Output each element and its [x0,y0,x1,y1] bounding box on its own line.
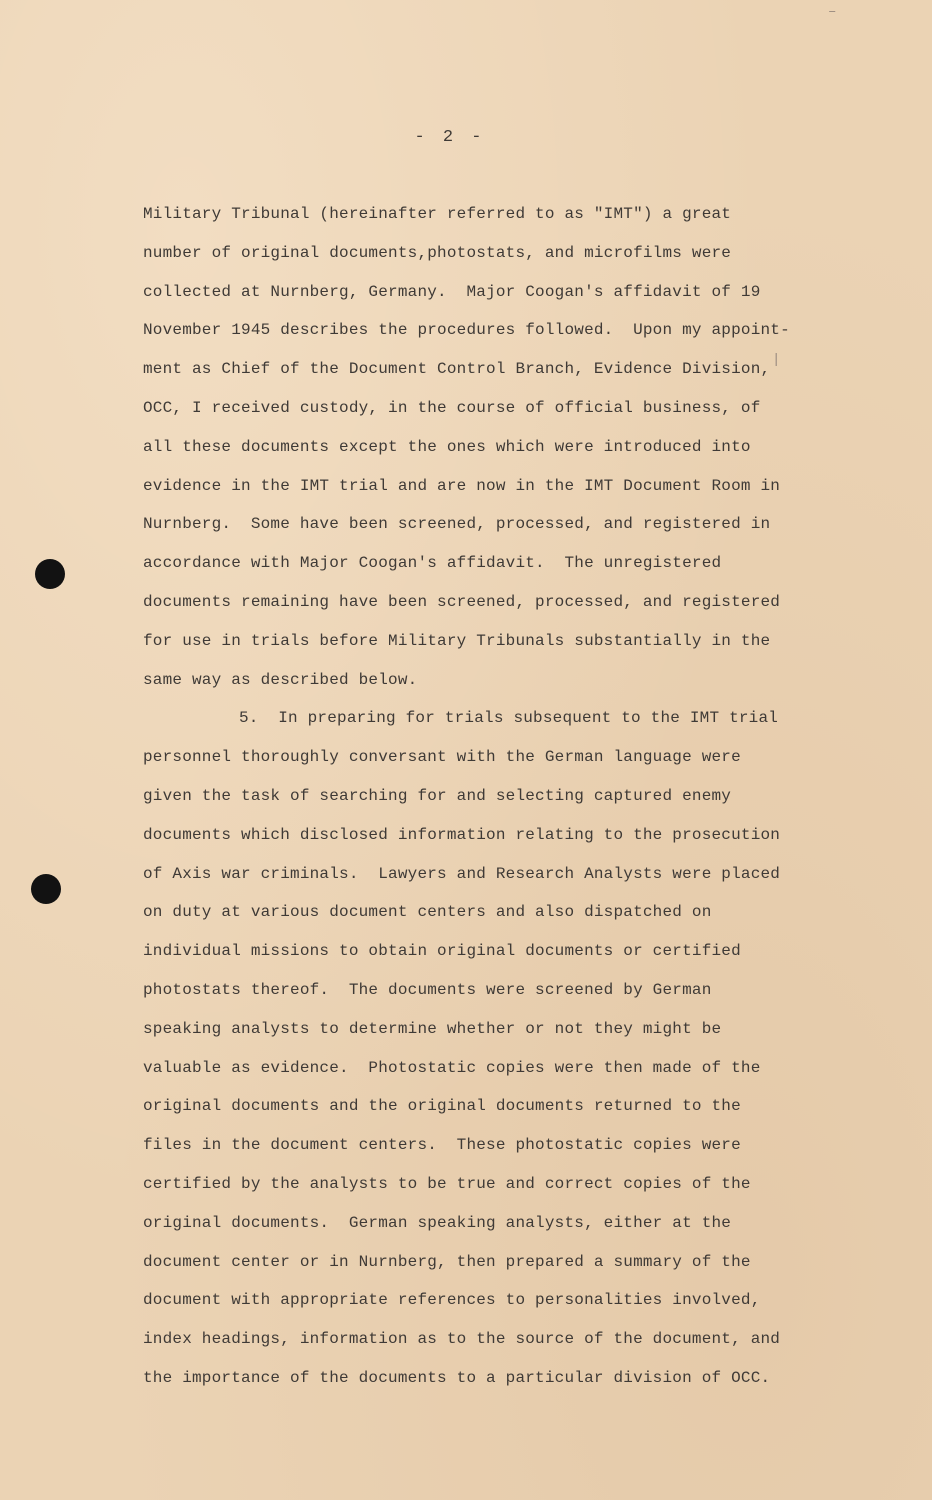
text-line: for use in trials before Military Tribunals substantially in the [143,631,771,650]
text-line: given the task of searching for and selecting captured enemy [143,786,732,805]
text-line: speaking analysts to determine whether or not they might be [143,1019,722,1038]
text-line: evidence in the IMT trial and are now in the IMT Document Room in [143,476,781,495]
text-line: files in the document centers. These photostatic copies were [143,1136,741,1155]
text-line: on duty at various document centers and also dispatched on [143,903,712,922]
text-line: individual missions to obtain original documents or certified [143,942,741,961]
text-line: number of original documents,photostats, and microfilms were [143,243,732,262]
text-line: all these documents except the ones which were introduced into [143,437,751,456]
text-line: certified by the analysts to be true and correct copies of the [143,1174,751,1193]
text-line: OCC, I received custody, in the course of official business, of [143,398,761,417]
text-line: Military Tribunal (hereinafter referred to as "IMT") a great [143,205,732,223]
text-line: collected at Nurnberg, Germany. Major Coogan's affidavit of 19 [143,282,761,301]
text-line: the importance of the documents to a particular division of OCC. [143,1368,771,1387]
page-number: - 2 - [414,128,486,147]
body-text [143,200,803,1403]
punch-hole-icon [35,559,65,589]
text-line: original documents and the original documents returned to the [143,1097,741,1116]
text-line: document center or in Nurnberg, then prepared a summary of the [143,1252,751,1271]
text-line: documents remaining have been screened, processed, and registered [143,592,781,611]
corner-mark-icon: ‒ [828,4,837,20]
text-line: original documents. German speaking analysts, either at the [143,1213,732,1232]
text-line: valuable as evidence. Photostatic copies were then made of the [143,1058,761,1077]
text-line: documents which disclosed information relating to the prosecution [143,825,781,844]
punch-hole-icon [31,874,61,904]
text-line: index headings, information as to the source of the document, and [143,1330,781,1349]
text-line: personnel thoroughly conversant with the German language were [143,748,741,767]
text-line: of Axis war criminals. Lawyers and Research Analysts were placed [143,864,781,883]
text-line-indented [143,704,803,743]
text-line: photostats thereof. The documents were screened by German [143,980,712,999]
stray-mark-icon: | [772,352,781,368]
text-line: accordance with Major Coogan's affidavit. The unregistered [143,554,722,573]
text-line: Nurnberg. Some have been screened, processed, and registered in [143,515,771,534]
text-line: November 1945 describes the procedures followed. Upon my appoint- [143,321,790,340]
text-line: 5. In preparing for trials subsequent to the IMT trial [239,709,779,728]
text-line: same way as described below. [143,670,418,689]
text-line: document with appropriate references to personalities involved, [143,1291,761,1310]
text-line: ment as Chief of the Document Control Branch, Evidence Division, [143,360,771,379]
